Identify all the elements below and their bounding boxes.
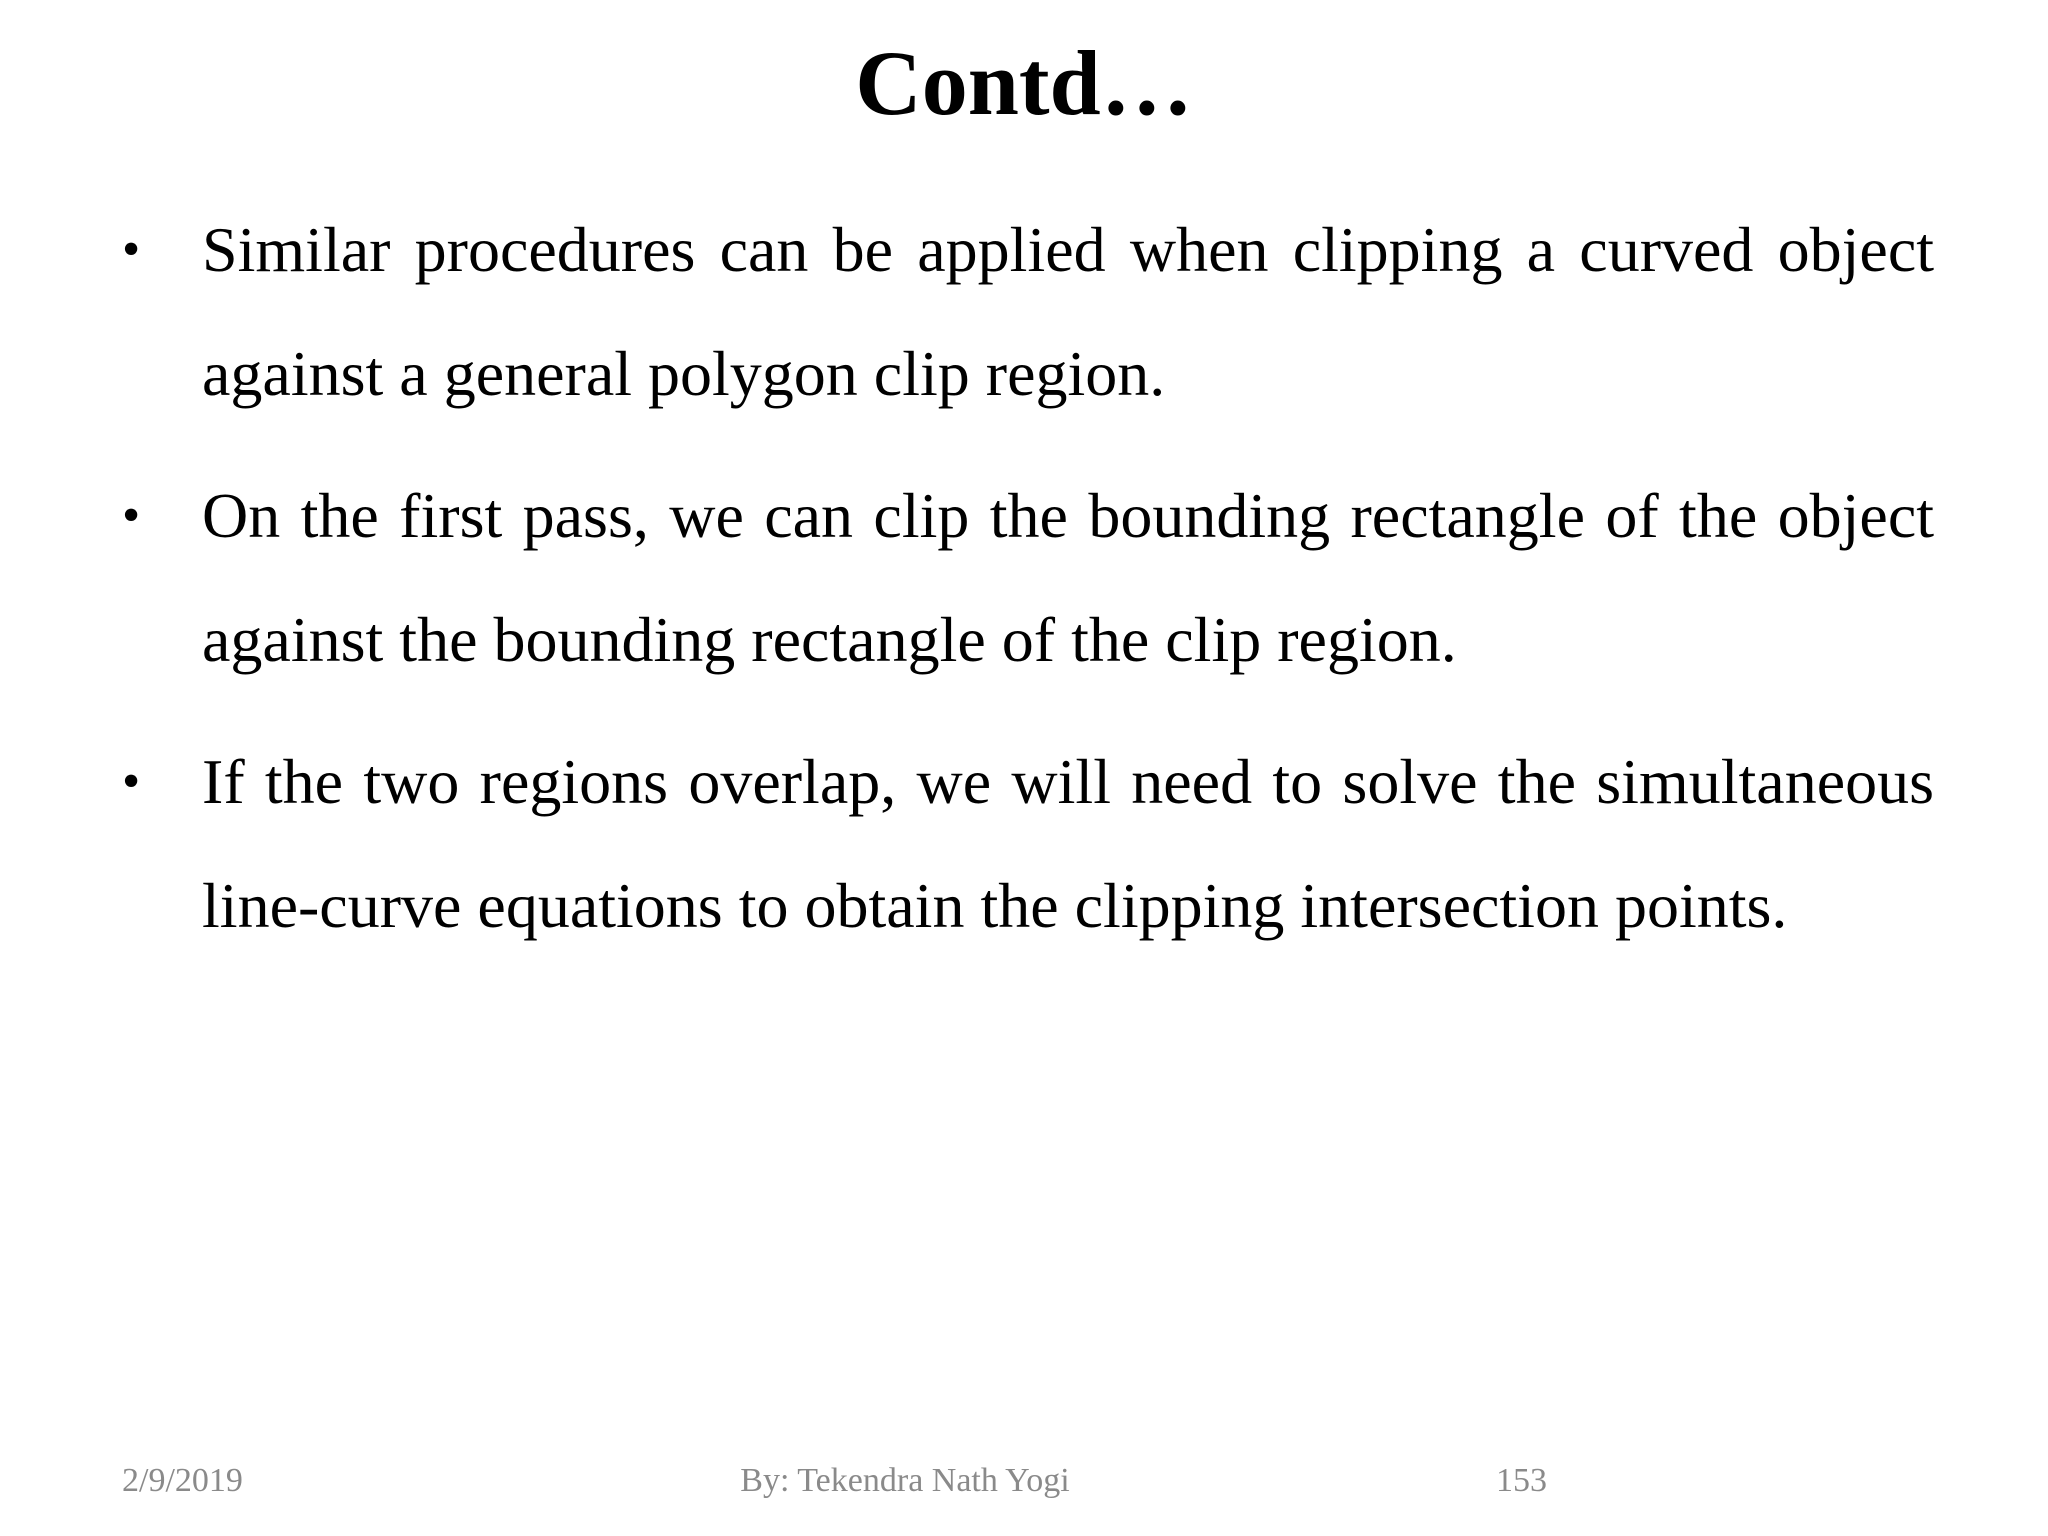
footer-author: By: Tekendra Nath Yogi <box>740 1462 1070 1499</box>
bullet-icon: • <box>122 487 141 544</box>
bullet-icon: • <box>122 753 141 810</box>
bullet-item <box>122 188 1934 436</box>
bullet-item <box>122 454 1934 702</box>
footer-date: 2/9/2019 <box>122 1462 243 1499</box>
slide-title: Contd… <box>855 32 1193 134</box>
bullet-text: On the first pass, we can clip the bounding rectangle of the object against the bounding rectangle of the clip region. <box>202 480 1934 675</box>
bullet-list <box>122 188 1934 986</box>
bullet-text: Similar procedures can be applied when clipping a curved object against a general polygon clip region. <box>202 214 1934 409</box>
bullet-item <box>122 720 1934 968</box>
bullet-icon: • <box>122 221 141 278</box>
bullet-text: If the two regions overlap, we will need to solve the simultaneous line-curve equations to obtain the clipping intersection points. <box>202 746 1934 941</box>
footer-page-number: 153 <box>1496 1462 1547 1499</box>
